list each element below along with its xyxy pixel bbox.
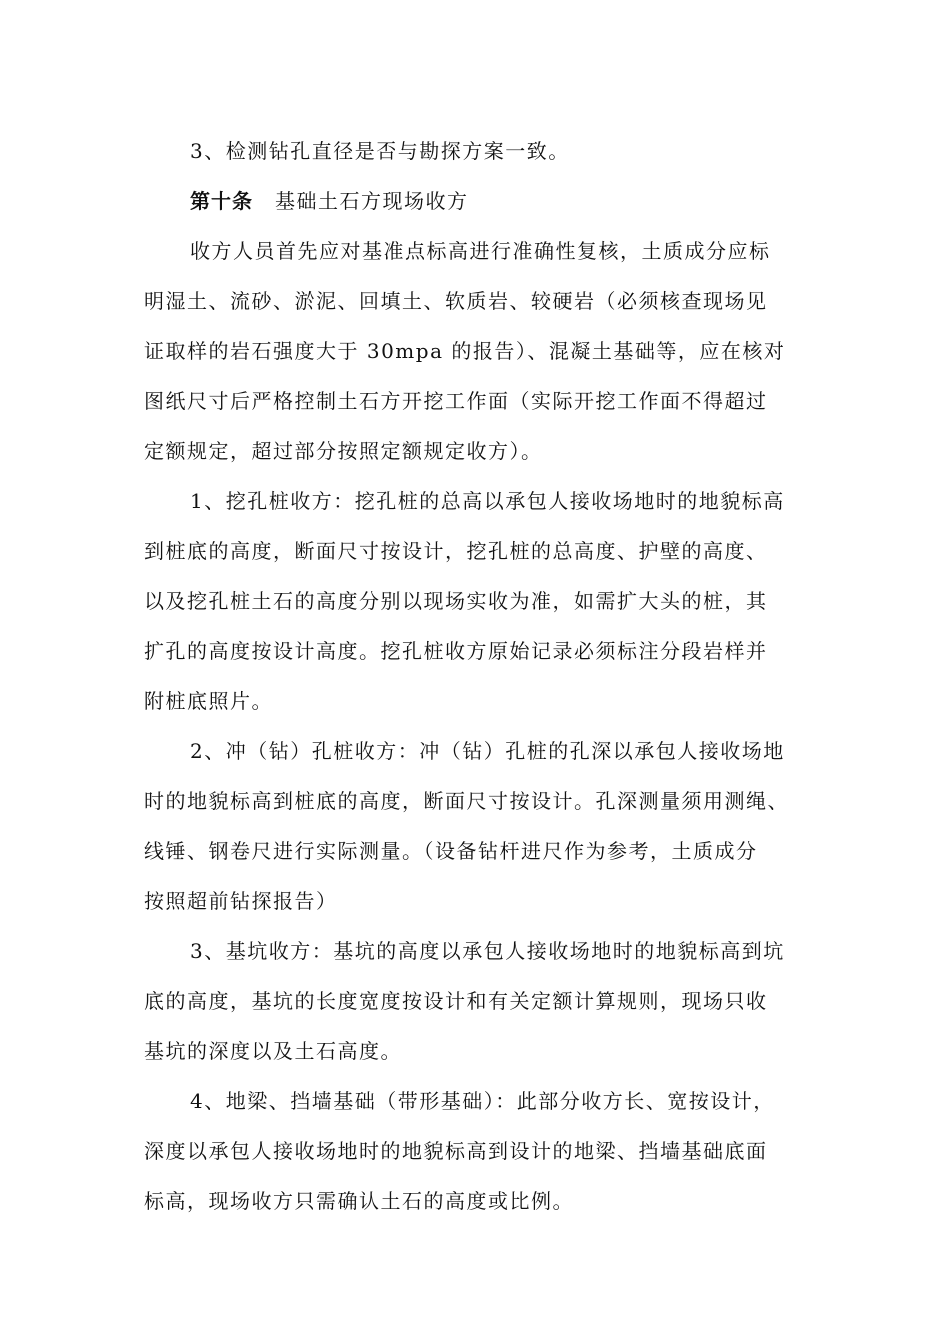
item-1-line: 扩孔的高度按设计高度。挖孔桩收方原始记录必须标注分段岩样并 <box>144 639 768 663</box>
item-4-line: 4、地梁、挡墙基础（带形基础）：此部分收方长、宽按设计， <box>190 1089 775 1113</box>
paragraph-line: 证取样的岩石强度大于 30mpa 的报告）、混凝土基础等，应在核对 <box>144 339 786 363</box>
paragraph-line: 定额规定，超过部分按照定额规定收方）。 <box>144 439 543 463</box>
item-3-line: 基坑的深度以及土石高度。 <box>144 1039 402 1063</box>
item-3-line: 3、基坑收方：基坑的高度以承包人接收场地时的地貌标高到坑 <box>190 939 785 963</box>
article-10-heading <box>190 187 469 215</box>
item-4-line: 深度以承包人接收场地时的地貌标高到设计的地梁、挡墙基础底面 <box>144 1139 768 1163</box>
article-number: 第十条 <box>190 189 253 213</box>
article-title: 基础土石方现场收方 <box>275 189 469 213</box>
paragraph-line: 明湿土、流砂、淤泥、回填土、软质岩、较硬岩（必须核查现场见 <box>144 289 768 313</box>
item-2-line: 2、冲（钻）孔桩收方：冲（钻）孔桩的孔深以承包人接收场地 <box>190 739 785 763</box>
item-3-borehole-diameter: 3、检测钻孔直径是否与勘探方案一致。 <box>190 139 570 163</box>
item-1-line: 附桩底照片。 <box>144 689 273 713</box>
paragraph-line: 收方人员首先应对基准点标高进行准确性复核，土质成分应标 <box>190 239 771 263</box>
item-2-line: 按照超前钻探报告） <box>144 889 338 913</box>
item-2-line: 线锤、钢卷尺进行实际测量。（设备钻杆进尺作为参考，土质成分 <box>144 839 758 863</box>
item-4-line: 标高，现场收方只需确认土石的高度或比例。 <box>144 1189 574 1213</box>
item-1-line: 到桩底的高度，断面尺寸按设计，挖孔桩的总高度、护壁的高度、 <box>144 539 768 563</box>
item-1-line: 1、挖孔桩收方：挖孔桩的总高以承包人接收场地时的地貌标高 <box>190 489 785 513</box>
item-1-line: 以及挖孔桩土石的高度分别以现场实收为准，如需扩大头的桩，其 <box>144 589 768 613</box>
paragraph-line: 图纸尺寸后严格控制土石方开挖工作面（实际开挖工作面不得超过 <box>144 389 768 413</box>
item-2-line: 时的地貌标高到桩底的高度，断面尺寸按设计。孔深测量须用测绳、 <box>144 789 789 813</box>
item-3-line: 底的高度，基坑的长度宽度按设计和有关定额计算规则，现场只收 <box>144 989 768 1013</box>
